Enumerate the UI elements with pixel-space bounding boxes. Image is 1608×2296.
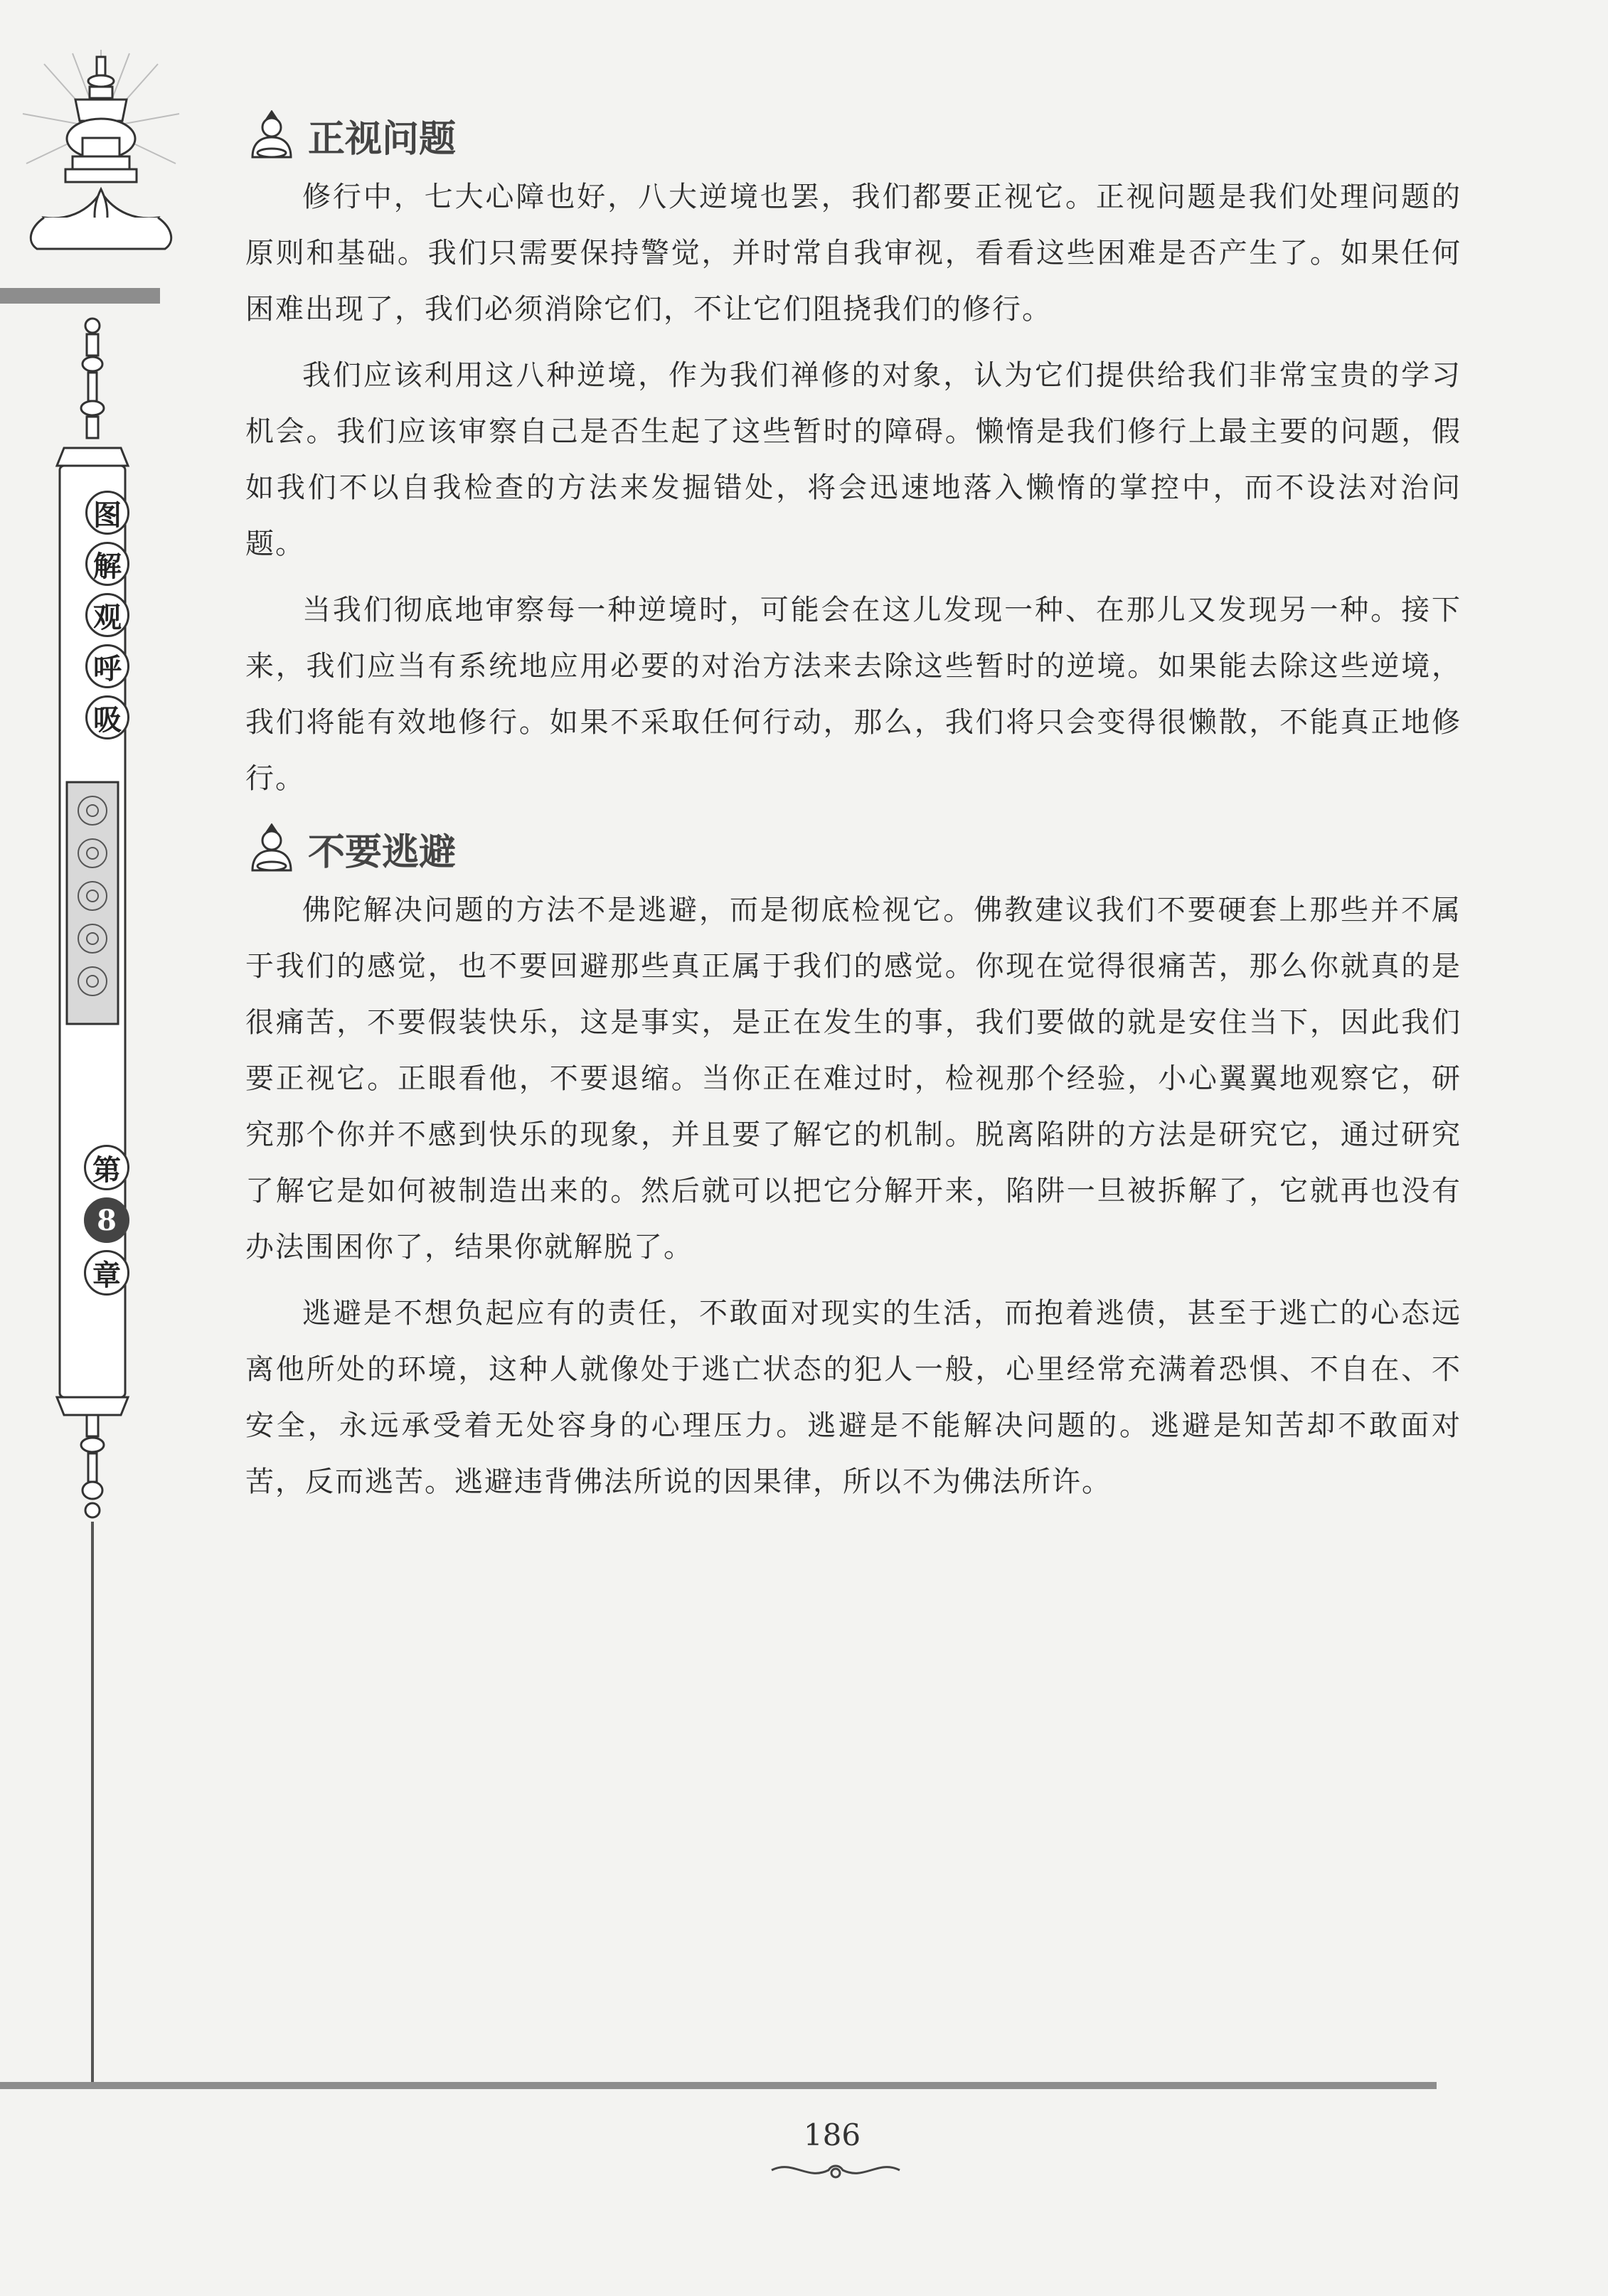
chapter-number: 8 <box>84 1197 129 1243</box>
paragraph: 佛陀解决问题的方法不是逃避，而是彻底检视它。佛教建议我们不要硬套上那些并不属于我们的感觉，也不要回避那些真正属于我们的感觉。你现在觉得很痛苦，那么你就真的是很痛苦，不要假装快乐，这是事实，是正在发生的事，我们要做的就是安住当下，因此我们要正视它。正眼看他，不要退缩。当你正在难过时，检视那个经验，小心翼翼地观察它，研究那个你并不感到快乐的现象，并且要了解它的机制。脱离陷阱的方法是研究它，通过研究了解它是如何被制造出来的。然后就可以把它分解开来，陷阱一旦被拆解了，它就再也没有办法围困你了，结果你就解脱了。 <box>245 894 1461 1264</box>
book-title-char: 吸 <box>85 695 129 739</box>
chapter-char: 第 <box>84 1145 129 1190</box>
header-rule <box>0 288 160 304</box>
section-heading <box>245 107 1461 164</box>
chapter-marker <box>84 1145 131 1303</box>
section-title-text: 正视问题 <box>308 117 457 161</box>
footer-rule <box>0 2082 1437 2089</box>
section-title-text: 不要逃避 <box>308 830 457 874</box>
book-title-char: 观 <box>85 593 129 637</box>
buddha-icon <box>245 110 298 160</box>
book-title-char: 图 <box>85 491 129 535</box>
buddha-icon <box>245 823 298 873</box>
paragraph: 修行中，七大心障也好，八大逆境也罢，我们都要正视它。正视问题是我们处理问题的原则和基础。我们只需要保持警觉，并时常自我审视，看看这些困难是否产生了。如果任何困难出现了，我们必须消除它们，不让它们阻挠我们的修行。 <box>245 181 1461 326</box>
paragraph: 逃避是不想负起应有的责任，不敢面对现实的生活，而抱着逃债，甚至于逃亡的心态远离他所处的环境，这种人就像处于逃亡状态的犯人一般，心里经常充满着恐惧、不自在、不安全，永远承受着无处容身的心理压力。逃避是不能解决问题的。逃避是知苦却不敢面对苦，反而逃苦。逃避违背佛法所说的因果律，所以不为佛法所许。 <box>245 1297 1461 1498</box>
book-title-vertical <box>85 491 129 747</box>
main-content <box>245 107 1461 1510</box>
chapter-char: 章 <box>84 1250 129 1296</box>
page-number: 186 <box>803 2118 861 2152</box>
paragraph: 我们应该利用这八种逆境，作为我们禅修的对象，认为它们提供给我们非常宝贵的学习机会。我们应该审察自己是否生起了这些暂时的障碍。懒惰是我们修行上最主要的问题，假如我们不以自我检查的方法来发掘错处，将会迅速地落入懒惰的掌控中，而不设法对治问题。 <box>245 359 1461 560</box>
book-title-char: 呼 <box>85 644 129 688</box>
scroll-thread <box>91 1522 94 2083</box>
paragraph: 当我们彻底地审察每一种逆境时，可能会在这儿发现一种、在那儿又发现另一种。接下来，我们应当有系统地应用必要的对治方法来去除这些暂时的逆境。如果能去除这些逆境，我们将能有效地修行。如果不采取任何行动，那么，我们将只会变得很懒散，不能真正地修行。 <box>245 594 1461 795</box>
section-heading <box>245 820 1461 877</box>
book-title-char: 解 <box>85 542 129 586</box>
stupa-lotus-emblem <box>16 50 186 263</box>
flourish-ornament <box>765 2156 907 2184</box>
